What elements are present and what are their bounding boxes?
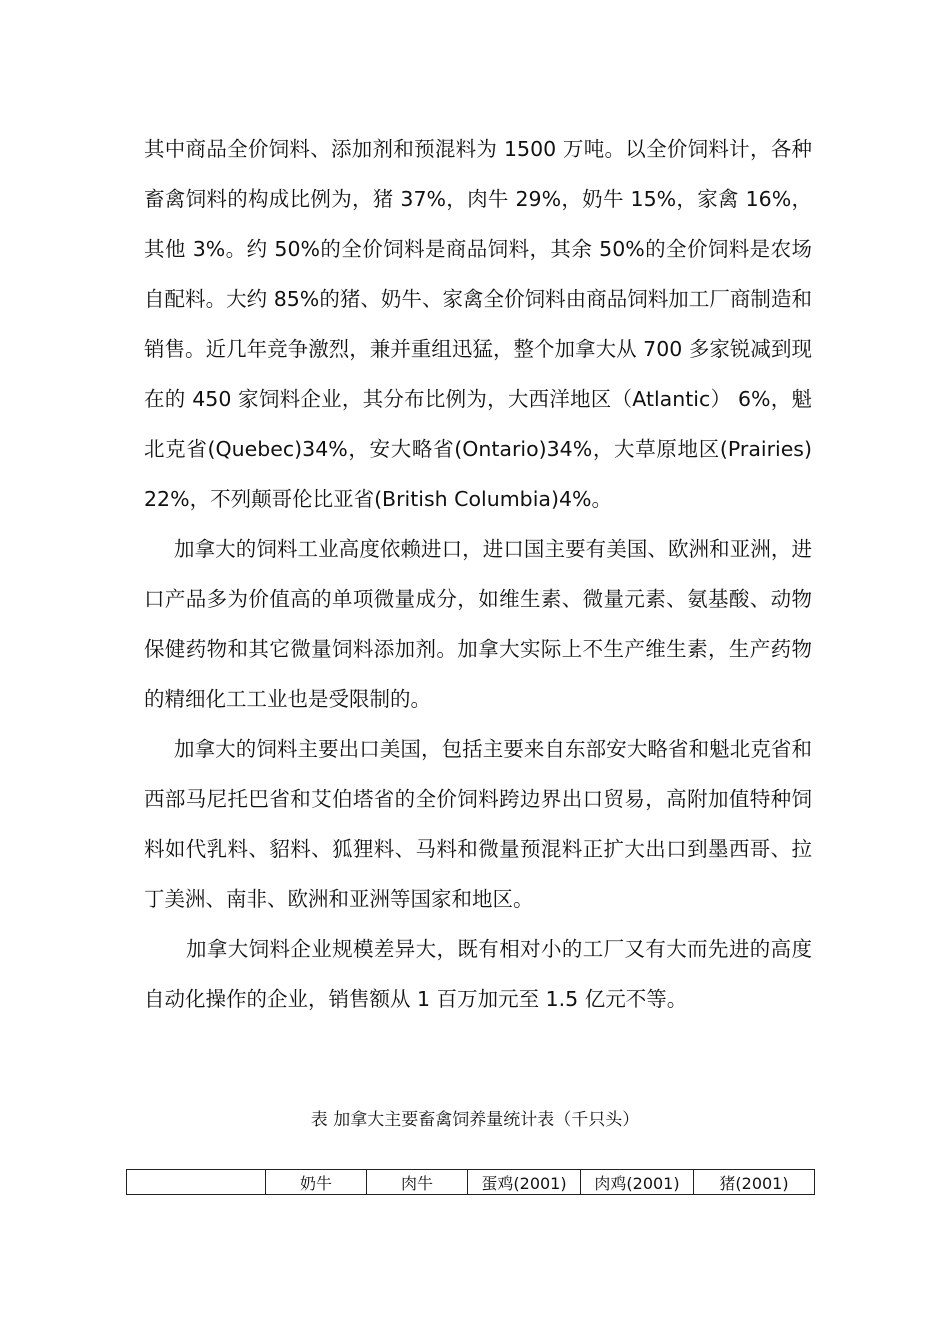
- header-cell-blank: [127, 1170, 266, 1195]
- paragraph-exports: 加拿大的饲料主要出口美国，包括主要来自东部安大略省和魁北克省和西部马尼托巴省和艾伯塔省的全价饲料跨边界出口贸易，高附加值特种饲料如代乳料、貂料、狐狸料、马料和微量预混料正扩大出口到墨西哥、拉丁美洲、南非、欧洲和亚洲等国家和地区。: [144, 737, 812, 911]
- body-text: [144, 124, 812, 1024]
- paragraph-enterprise-scale: 加拿大饲料企业规模差异大，既有相对小的工厂又有大而先进的高度自动化操作的企业，销售额从 1 百万加元至 1.5 亿元不等。: [144, 937, 812, 1011]
- paragraph-imports: 加拿大的饲料工业高度依赖进口，进口国主要有美国、欧洲和亚洲，进口产品多为价值高的单项微量成分，如维生素、微量元素、氨基酸、动物保健药物和其它微量饲料添加剂。加拿大实际上不生产维生素，生产药物的精细化工工业也是受限制的。: [144, 537, 812, 711]
- table-caption: 表 加拿大主要畜禽饲养量统计表（千只头）: [310, 1110, 640, 1130]
- header-cell-dairy-cattle: 奶牛: [266, 1170, 367, 1195]
- header-cell-pigs: 猪(2001): [694, 1170, 815, 1195]
- livestock-stats-table: [126, 1169, 815, 1195]
- paragraph-feed-composition: 其中商品全价饲料、添加剂和预混料为 1500 万吨。以全价饲料计，各种畜禽饲料的构成比例为，猪 37%，肉牛 29%，奶牛 15%，家禽 16%，其他 3%。约 50%的全价饲料是商品饲料，其余 50%的全价饲料是农场自配料。大约 85%的猪、奶牛、家禽全价饲料由商品饲料加工厂商制造和销售。近几年竞争激烈，兼并重组迅猛，整个加拿大从 700 多家锐减到现在的 450 家饲料企业，其分布比例为，大西洋地区（Atlantic） 6%，魁北克省(Quebec)34%，安大略省(Ontario)34%，大草原地区(Prairies)22%，不列颠哥伦比亚省(British Columbia)4%。: [144, 137, 812, 511]
- header-cell-beef-cattle: 肉牛: [367, 1170, 468, 1195]
- header-cell-layers: 蛋鸡(2001): [468, 1170, 581, 1195]
- table-header-row: [127, 1170, 815, 1195]
- header-cell-broilers: 肉鸡(2001): [581, 1170, 694, 1195]
